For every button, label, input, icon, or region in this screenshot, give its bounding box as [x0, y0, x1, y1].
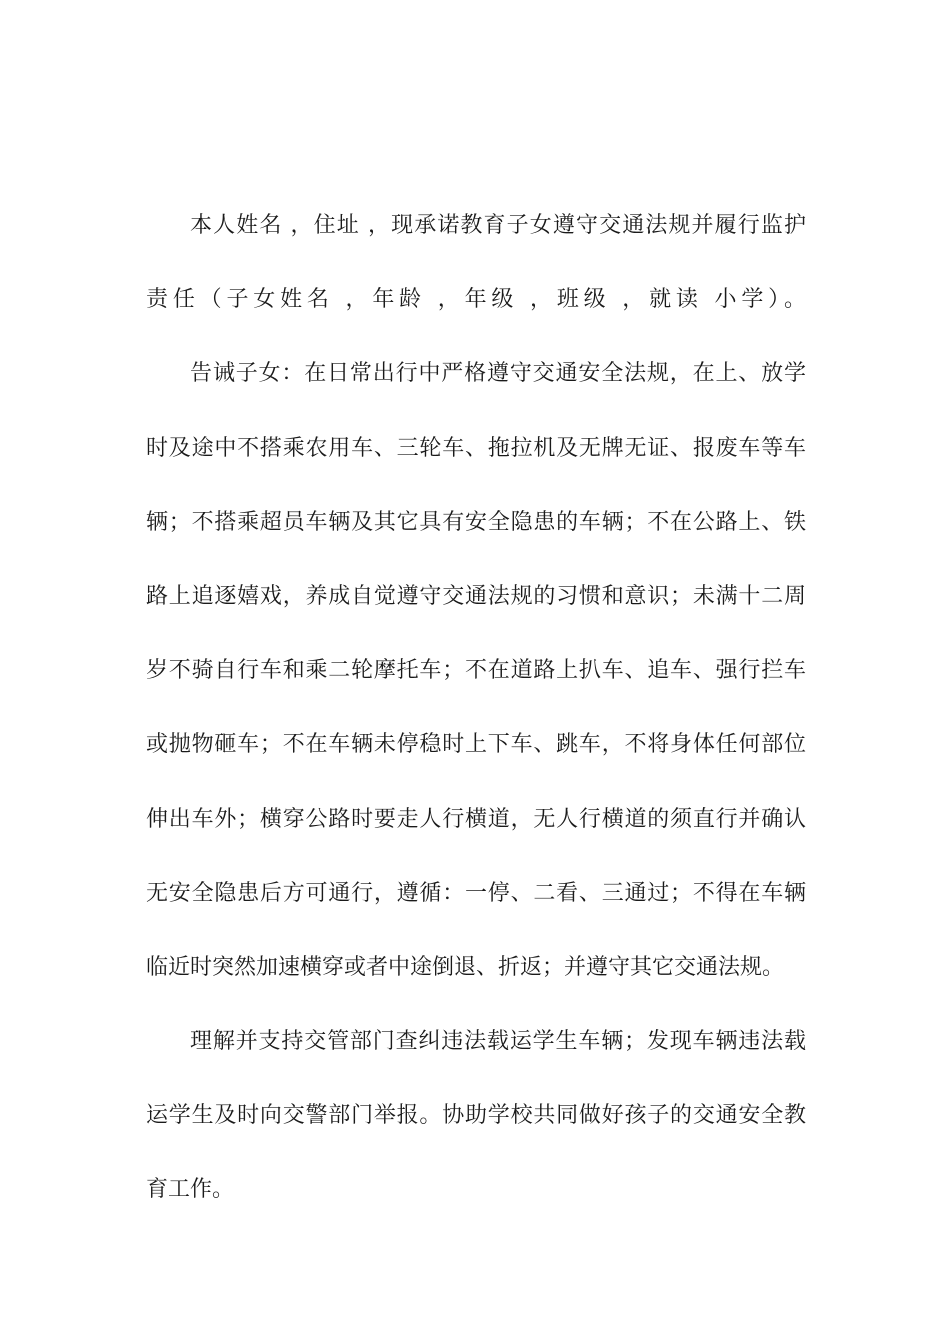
paragraph-3-line-2: 运学生及时向交警部门举报。协助学校共同做好孩子的交通安全教	[146, 1103, 806, 1129]
paragraph-2-line-7: 伸出车外；横穿公路时要走人行横道，无人行横道的须直行并确认	[146, 806, 806, 832]
paragraph-2-line-4: 路上追逐嬉戏，养成自觉遵守交通法规的习惯和意识；未满十二周	[146, 583, 806, 609]
paragraph-2-line-5: 岁不骑自行车和乘二轮摩托车；不在道路上扒车、追车、强行拦车	[146, 658, 806, 684]
paragraph-2-line-6: 或抛物砸车；不在车辆未停稳时上下车、跳车，不将身体任何部位	[146, 732, 806, 758]
paragraph-3-line-3: 育工作。	[146, 1177, 235, 1203]
paragraph-2-line-9: 临近时突然加速横穿或者中途倒退、折返；并遵守其它交通法规。	[146, 954, 785, 980]
pledge-text	[146, 206, 806, 1245]
paragraph-2-line-2: 时及途中不搭乘农用车、三轮车、拖拉机及无牌无证、报废车等车	[146, 435, 806, 461]
paragraph-3-line-1: 理解并支持交管部门查纠违法载运学生车辆；发现车辆违法载	[190, 1029, 806, 1055]
paragraph-2-line-3: 辆；不搭乘超员车辆及其它具有安全隐患的车辆；不在公路上、铁	[146, 509, 806, 535]
paragraph-2-line-1: 告诫子女：在日常出行中严格遵守交通安全法规，在上、放学	[190, 361, 806, 387]
paragraph-1-line-1: 本人姓名 ，住址 ，现承诺教育子女遵守交通法规并履行监护	[190, 213, 806, 238]
paragraph-2-line-8: 无安全隐患后方可通行，遵循：一停、二看、三通过；不得在车辆	[146, 880, 806, 906]
paragraph-1-line-2: 责任（子女姓名 ，年龄 ，年级 ，班级 ，就读 小学）。	[146, 287, 806, 313]
